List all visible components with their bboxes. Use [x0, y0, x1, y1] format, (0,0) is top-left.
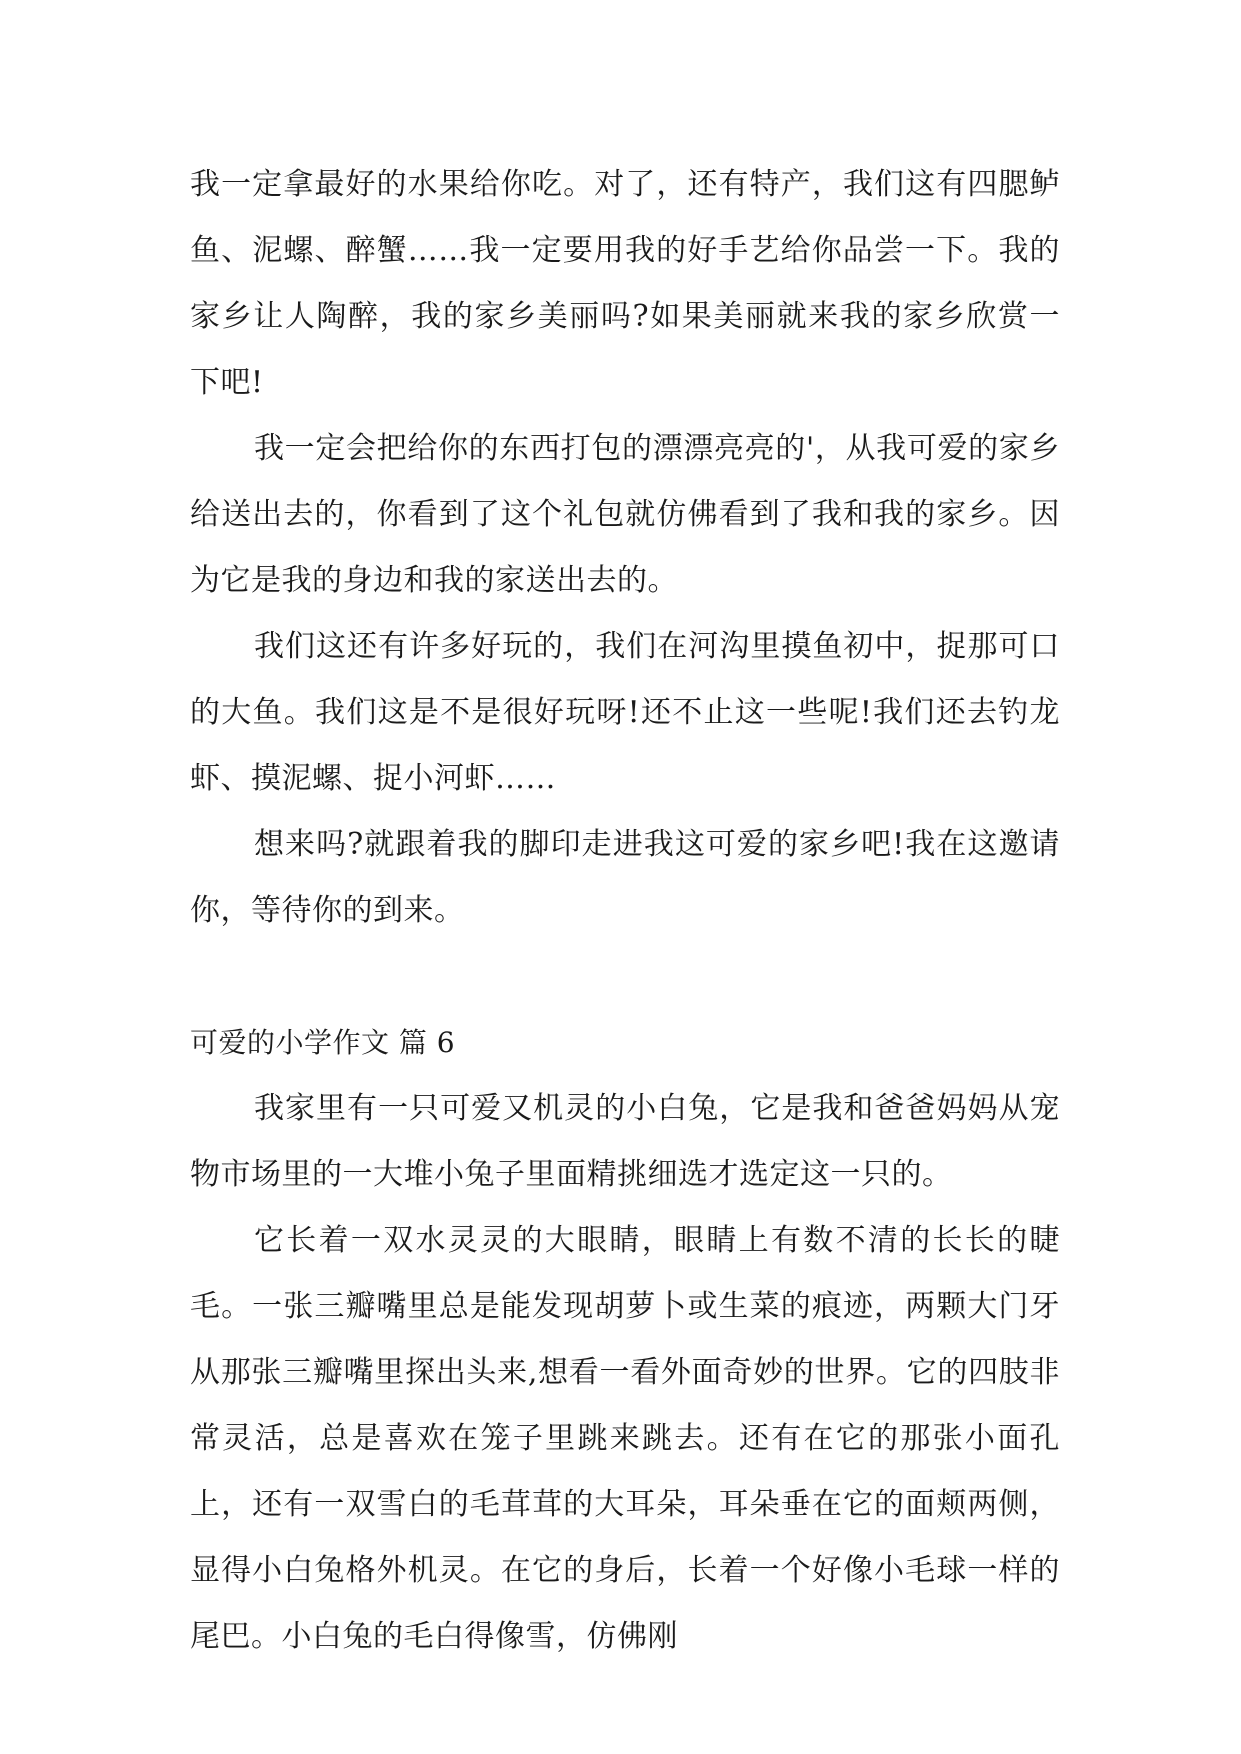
paragraph: 想来吗?就跟着我的脚印走进我这可爱的家乡吧!我在这邀请你，等待你的到来。	[190, 827, 1060, 928]
paragraph: 它长着一双水灵灵的大眼睛，眼睛上有数不清的长长的睫毛。一张三瓣嘴里总是能发现胡萝卜或生菜的痕迹，两颗大门牙从那张三瓣嘴里探出头来,想看一看外面奇妙的世界。它的四肢非常灵活，总是喜欢在笼子里跳来跳去。还有在它的那张小面孔上，还有一双雪白的毛茸茸的大耳朵，耳朵垂在它的面颊两侧，显得小白兔格外机灵。在它的身后，长着一个好像小毛球一样的尾巴。小白兔的毛白得像雪，仿佛刚	[190, 1223, 1060, 1654]
document-body	[190, 152, 1060, 1670]
paragraph: 我一定拿最好的水果给你吃。对了，还有特产，我们这有四腮鲈鱼、泥螺、醉蟹……我一定要用我的好手艺给你品尝一下。我的家乡让人陶醉，我的家乡美丽吗?如果美丽就来我的家乡欣赏一下吧!	[190, 167, 1060, 400]
paragraph: 我一定会把给你的东西打包的漂漂亮亮的'，从我可爱的家乡给送出去的，你看到了这个礼包就仿佛看到了我和我的家乡。因为它是我的身边和我的家送出去的。	[190, 431, 1060, 598]
section-heading: 可爱的小学作文 篇 6	[190, 1026, 456, 1059]
paragraph: 我家里有一只可爱又机灵的小白兔，它是我和爸爸妈妈从宠物市场里的一大堆小兔子里面精挑细选才选定这一只的。	[190, 1091, 1060, 1192]
paragraph: 我们这还有许多好玩的，我们在河沟里摸鱼初中，捉那可口的大鱼。我们这是不是很好玩呀!还不止这一些呢!我们还去钓龙虾、摸泥螺、捉小河虾……	[190, 629, 1060, 796]
